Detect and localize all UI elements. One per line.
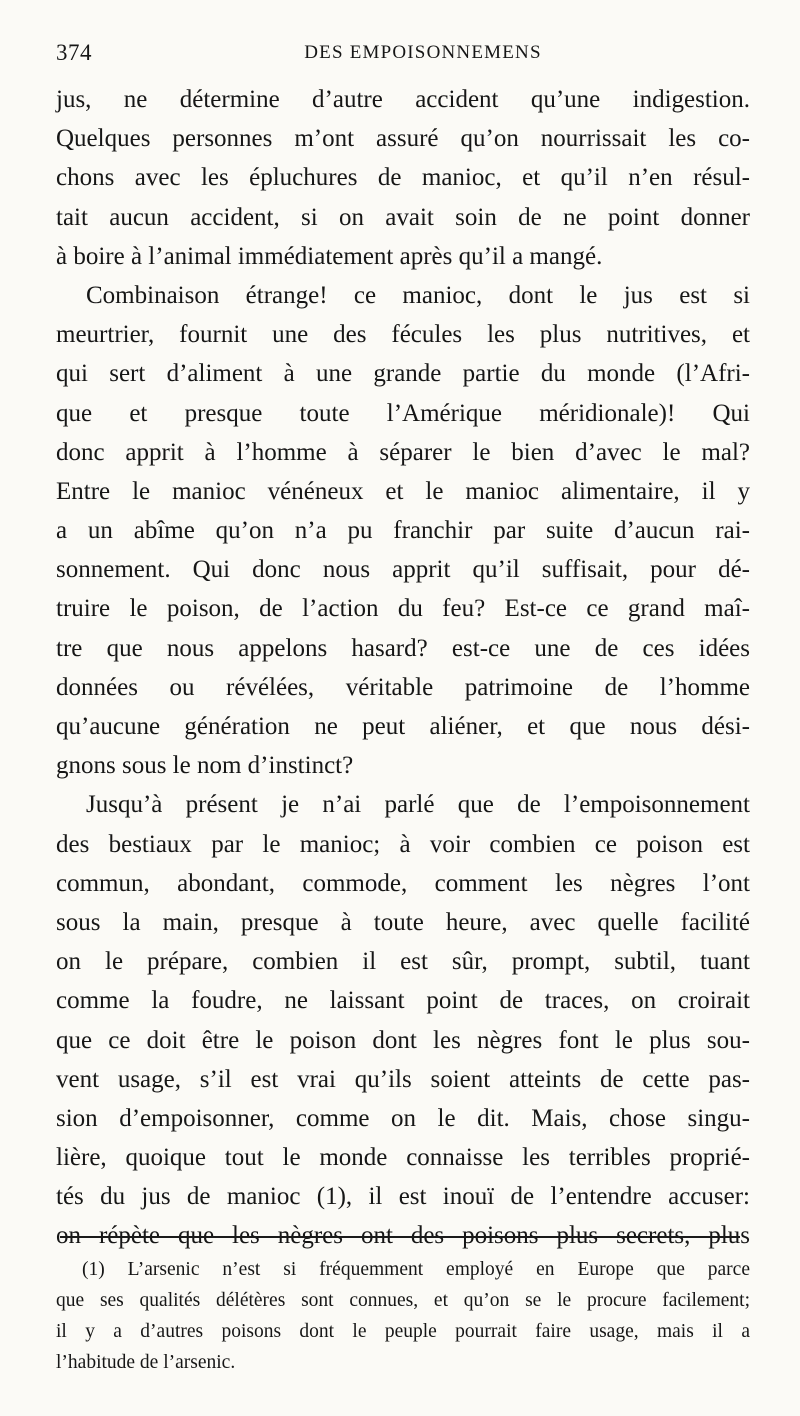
text-line: Quelques personnes m’ont assuré qu’on nourrissait les co- bbox=[56, 125, 750, 153]
text-line: commun, abondant, commode, comment les nègres l’ont bbox=[56, 869, 750, 897]
footnotes bbox=[56, 1254, 750, 1378]
text-line: tre que nous appelons hasard? est-ce une de ces idées bbox=[56, 634, 750, 662]
text-line: données ou révélées, véritable patrimoine de l’homme bbox=[56, 673, 750, 701]
text-line: lière, quoique tout le monde connaisse les terribles proprié- bbox=[56, 1144, 750, 1172]
body-text bbox=[56, 80, 750, 1256]
page-header bbox=[56, 40, 750, 74]
page-number: 374 bbox=[56, 40, 92, 65]
text-line: Jusqu’à présent je n’ai parlé que de l’empoisonnement bbox=[86, 791, 750, 819]
text-line: on le prépare, combien il est sûr, prompt, subtil, tuant bbox=[56, 948, 750, 976]
text-line: vent usage, s’il est vrai qu’ils soient atteints de cette pas- bbox=[56, 1065, 750, 1093]
text-line: gnons sous le nom d’instinct? bbox=[56, 752, 354, 780]
text-line: Entre le manioc vénéneux et le manioc alimentaire, il y bbox=[56, 477, 750, 505]
text-line: que et presque toute l’Amérique méridionale)! Qui bbox=[56, 399, 750, 427]
text-line: qu’aucune génération ne peut aliéner, et que nous dési- bbox=[56, 713, 750, 740]
text-line: sion d’empoisonner, comme on le dit. Mais, chose singu- bbox=[56, 1104, 750, 1132]
footnote-divider bbox=[60, 1236, 740, 1238]
footnote-line: (1) L’arsenic n’est si fréquemment employé en Europe que parce bbox=[82, 1259, 750, 1280]
text-line: qui sert d’aliment à une grande partie du monde (l’Afri- bbox=[56, 360, 750, 388]
text-line: tés du jus de manioc (1), il est inouï de l’entendre accuser: bbox=[56, 1183, 750, 1211]
running-head: DES EMPOISONNEMENS bbox=[304, 42, 542, 63]
text-line: sonnement. Qui donc nous apprit qu’il suffisait, pour dé- bbox=[56, 556, 750, 584]
text-line: des bestiaux par le manioc; à voir combien ce poison est bbox=[56, 830, 750, 858]
text-line: chons avec les épluchures de manioc, et qu’il n’en résul- bbox=[56, 164, 750, 192]
footnote-line: l’habitude de l’arsenic. bbox=[56, 1352, 236, 1373]
footnote-line: il y a d’autres poisons dont le peuple pourrait faire usage, mais il a bbox=[56, 1321, 750, 1342]
text-line: a un abîme qu’on n’a pu franchir par suite d’aucun rai- bbox=[56, 517, 750, 545]
text-line: à boire à l’animal immédiatement après qu’il a mangé. bbox=[56, 242, 603, 270]
footnote-line: que ses qualités délétères sont connues, et qu’on se le procure facilement; bbox=[56, 1290, 750, 1311]
text-line: sous la main, presque à toute heure, avec quelle facilité bbox=[56, 908, 750, 936]
text-line: Combinaison étrange! ce manioc, dont le jus est si bbox=[86, 281, 750, 309]
text-line: comme la foudre, ne laissant point de traces, on croirait bbox=[56, 987, 750, 1015]
text-line: donc apprit à l’homme à séparer le bien d’avec le mal? bbox=[56, 438, 750, 466]
text-line: meurtrier, fournit une des fécules les plus nutritives, et bbox=[56, 321, 750, 349]
text-line: jus, ne détermine d’autre accident qu’une indigestion. bbox=[56, 86, 750, 113]
text-line: tait aucun accident, si on avait soin de ne point donner bbox=[56, 203, 750, 231]
text-line: que ce doit être le poison dont les nègres font le plus sou- bbox=[56, 1026, 750, 1054]
text-line: truire le poison, de l’action du feu? Est-ce ce grand maî- bbox=[56, 595, 750, 623]
text-line: on répète que les nègres ont des poisons plus secrets, plus bbox=[56, 1222, 750, 1250]
